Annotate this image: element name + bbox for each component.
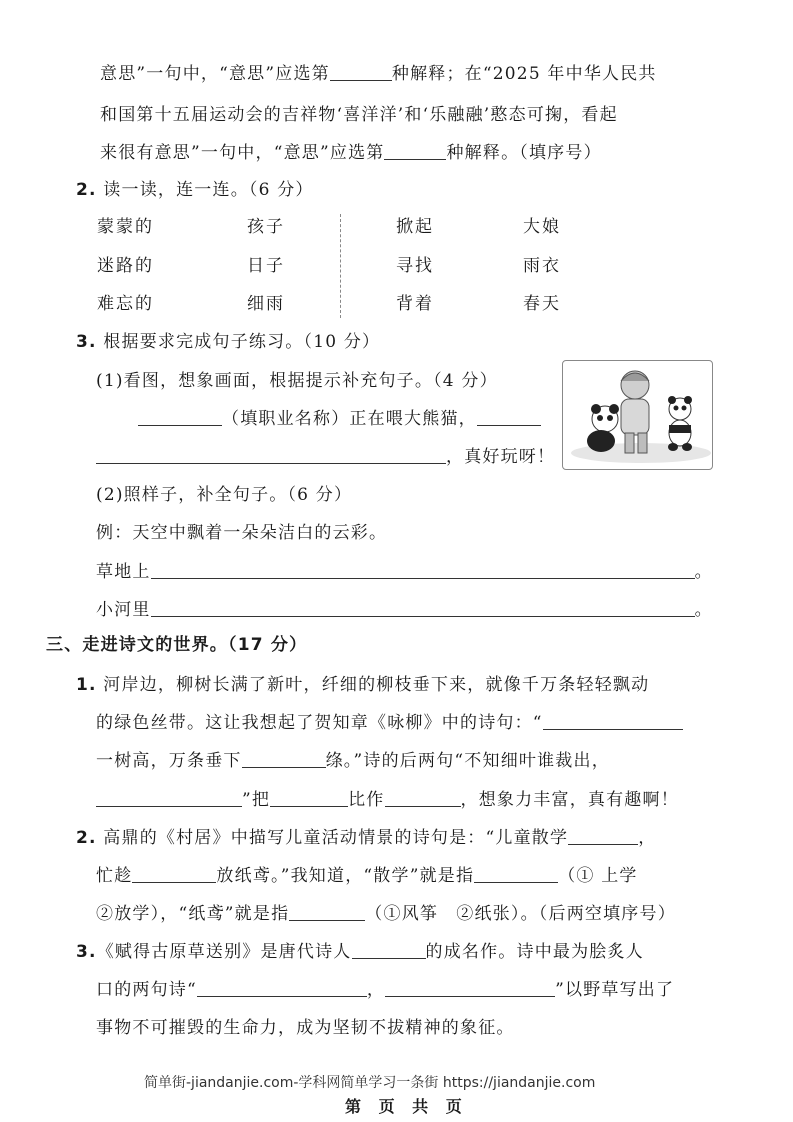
answer-blank[interactable] bbox=[474, 867, 558, 883]
match-word[interactable]: 掀起 bbox=[396, 217, 434, 237]
section-3-title: 三、走进诗文的世界。（17 分） bbox=[46, 635, 308, 655]
answer-blank[interactable] bbox=[197, 981, 367, 997]
match-word[interactable]: 雨衣 bbox=[523, 256, 561, 276]
text-line: ②放学），“纸鸢”就是指 （①风筝 ②纸张）。（后两空填序号） bbox=[96, 904, 676, 924]
answer-blank[interactable] bbox=[151, 563, 695, 579]
answer-blank[interactable] bbox=[138, 410, 222, 426]
answer-blank[interactable] bbox=[543, 714, 683, 730]
divider bbox=[340, 214, 341, 318]
example-sentence: 例：天空中飘着一朵朵洁白的云彩。 bbox=[96, 523, 388, 543]
match-word[interactable]: 细雨 bbox=[247, 294, 285, 314]
match-word[interactable]: 难忘的 bbox=[97, 294, 154, 314]
text-line: 来很有意思”一句中，“意思”应选第 种解释。（填序号） bbox=[100, 143, 602, 163]
match-word[interactable]: 背着 bbox=[396, 294, 434, 314]
text-line: 的绿色丝带。这让我想起了贺知章《咏柳》中的诗句：“ bbox=[96, 713, 683, 733]
answer-blank[interactable] bbox=[477, 410, 541, 426]
match-word[interactable]: 寻找 bbox=[396, 256, 434, 276]
text-line: 3.《赋得古原草送别》是唐代诗人 的成名作。诗中最为脍炙人 bbox=[76, 942, 644, 962]
text-line: 1. 河岸边，柳树长满了新叶，纤细的柳枝垂下来，就像千万条轻轻飘动 bbox=[76, 675, 650, 695]
answer-blank[interactable] bbox=[385, 791, 461, 807]
answer-blank[interactable] bbox=[96, 791, 242, 807]
answer-blank[interactable] bbox=[96, 448, 446, 464]
answer-blank[interactable] bbox=[385, 981, 555, 997]
footer-site: 简单街-jiandanjie.com-学科网简单学习一条街 https://jiandanjie.com bbox=[144, 1075, 596, 1091]
answer-blank[interactable] bbox=[352, 943, 426, 959]
question-3-title: 3. 根据要求完成句子练习。（10 分） bbox=[76, 332, 381, 352]
page-number: 第 页 共 页 bbox=[345, 1097, 468, 1116]
text-line: 口的两句诗“ ， ”以野草写出了 bbox=[96, 980, 675, 1000]
subquestion-2: (2)照样子，补全句子。（6 分） bbox=[96, 485, 353, 505]
match-word[interactable]: 日子 bbox=[247, 256, 285, 276]
text-line: 意思”一句中，“意思”应选第 种解释；在“2025 年中华人民共 bbox=[100, 64, 657, 84]
text-line: 事物不可摧毁的生命力，成为坚韧不拔精神的象征。 bbox=[96, 1018, 515, 1038]
match-word[interactable]: 蒙蒙的 bbox=[97, 217, 154, 237]
text-line: ，真好玩呀！ bbox=[96, 447, 555, 467]
answer-blank[interactable] bbox=[242, 752, 326, 768]
match-word[interactable]: 春天 bbox=[523, 294, 561, 314]
match-word[interactable]: 迷路的 bbox=[97, 256, 154, 276]
text-line: 一树高，万条垂下 绦。”诗的后两句“不知细叶谁裁出， bbox=[96, 751, 610, 771]
answer-blank[interactable] bbox=[330, 65, 392, 81]
zookeeper-feeding-pandas-icon bbox=[563, 361, 714, 471]
match-word[interactable]: 孩子 bbox=[247, 217, 285, 237]
text-line: 2. 高鼎的《村居》中描写儿童活动情景的诗句是：“儿童散学 ， bbox=[76, 828, 657, 848]
text-line: 草地上 。 bbox=[96, 562, 713, 582]
answer-blank[interactable] bbox=[384, 144, 446, 160]
text-line: 小河里 。 bbox=[96, 600, 713, 620]
answer-blank[interactable] bbox=[132, 867, 216, 883]
subquestion-1: (1)看图，想象画面，根据提示补充句子。（4 分） bbox=[96, 371, 498, 391]
zookeeper-pandas-picture bbox=[562, 360, 713, 470]
answer-blank[interactable] bbox=[270, 791, 348, 807]
answer-blank[interactable] bbox=[151, 601, 695, 617]
answer-blank[interactable] bbox=[289, 905, 365, 921]
answer-blank[interactable] bbox=[568, 829, 638, 845]
text-line: 和国第十五届运动会的吉祥物‘喜洋洋’和‘乐融融’憨态可掬，看起 bbox=[100, 105, 618, 125]
text-line: 忙趁 放纸鸢。”我知道，“散学”就是指 （① 上学 bbox=[96, 866, 638, 886]
question-2-title: 2. 读一读，连一连。（6 分） bbox=[76, 180, 314, 200]
text-line: （填职业名称）正在喂大熊猫， bbox=[138, 409, 541, 429]
text-line: ”把 比作 ，想象力丰富，真有趣啊！ bbox=[96, 790, 679, 810]
match-word[interactable]: 大娘 bbox=[523, 217, 561, 237]
